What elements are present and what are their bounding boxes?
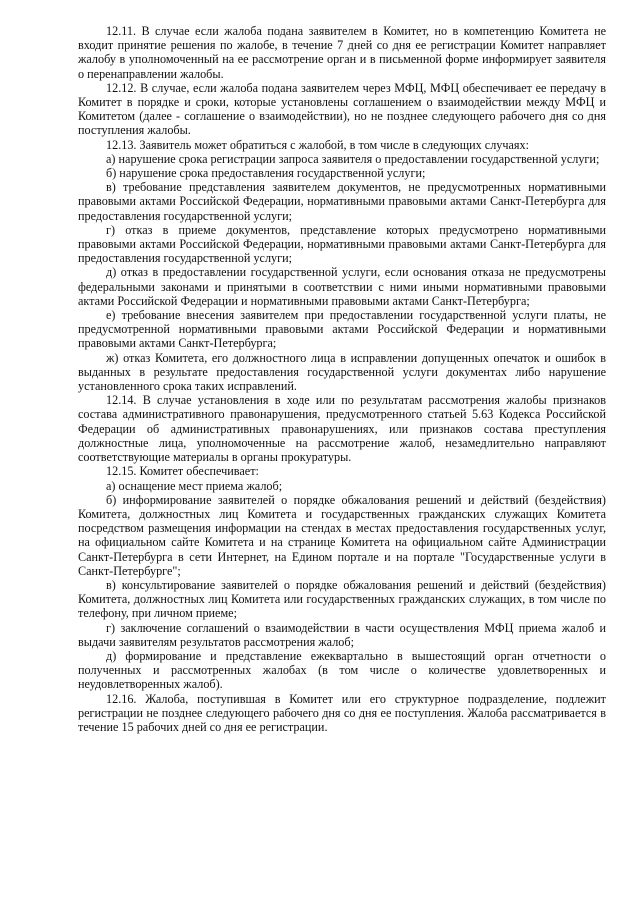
list-item-12-13-e: е) требование внесения заявителем при предоставлении государственной услуги платы, не предусмотренной нормативными правовыми актами Российской Федерации и нормативными правовыми актами Санкт-Петербурга;: [78, 308, 606, 351]
paragraph-12-16: 12.16. Жалоба, поступившая в Комитет или его структурное подразделение, подлежит регистрации не позднее следующего рабочего дня со дня ее поступления. Жалоба рассматривается в течение 15 рабочих дней со дня ее регистрации.: [78, 691, 606, 734]
list-item-12-13-d: д) отказ в предоставлении государственной услуги, если основания отказа не предусмотрены федеральными законами и принятыми в соответствии с ними иными нормативными правовыми актами Российской Федерации и нормативными правовыми актами Санкт-Петербурга;: [78, 265, 606, 308]
list-item-12-13-v: в) требование представления заявителем документов, не предусмотренных нормативными правовыми актами Российской Федерации, нормативными правовыми актами Санкт-Петербурга для предоставления государственной услуги;: [78, 180, 606, 223]
list-item-12-13-b: б) нарушение срока предоставления государственной услуги;: [106, 166, 426, 181]
list-item-12-13-zh: ж) отказ Комитета, его должностного лица в исправлении допущенных опечаток и ошибок в выданных в результате предоставления государственной услуги документах либо нарушение установленного срока таких исправлений.: [78, 350, 606, 394]
list-item-12-15-d: д) формирование и представление ежеквартально в вышестоящий орган отчетности о полученных и рассмотренных жалобах (в том числе о количестве удовлетворенных и неудовлетворенных жалоб).: [78, 648, 606, 692]
paragraph-12-11: 12.11. В случае если жалоба подана заявителем в Комитет, но в компетенцию Комитета не входит принятие решения по жалобе, в течение 7 дней со дня ее регистрации Комитет направляет жалобу в уполномоченный на ее рассмотрение орган и в письменной форме информирует заявителя о перенаправлении жалобы.: [78, 24, 606, 81]
paragraph-12-13: 12.13. Заявитель может обратиться с жалобой, в том числе в следующих случаях:: [106, 137, 530, 152]
paragraph-12-14: 12.14. В случае установления в ходе или по результатам рассмотрения жалобы признаков состава административного правонарушения, предусмотренного статьей 5.63 Кодекса Российской Федерации об административных правонарушениях, или признаков состава преступления должностные лица, уполномоченные на рассмотрение жалоб, незамедлительно направляют соответствующие материалы в органы прокуратуры.: [78, 393, 606, 465]
list-item-12-13-g: г) отказ в приеме документов, представление которых предусмотрено нормативными правовыми актами Российской Федерации, нормативными правовыми актами Санкт-Петербурга для предоставления государственной услуги;: [78, 222, 606, 266]
list-item-12-15-b: б) информирование заявителей о порядке обжалования решений и действий (бездействия) Комитета, должностных лиц Комитета и государственных гражданских служащих Комитета посредством размещения информации на стендах в местах предоставления государственных услуг, на официальном сайте Комитета и на странице Комитета на официальном сайте Администрации Санкт-Петербурга в сети Интернет, на Едином портале и на портале "Государственные услуги в Санкт-Петербурге";: [78, 492, 606, 578]
list-item-12-15-v: в) консультирование заявителей о порядке обжалования решений и действий (бездействия) Комитета, должностных лиц Комитета или государственных гражданских служащих, в том числе по телефону, при личном приеме;: [78, 577, 606, 621]
paragraph-12-15: 12.15. Комитет обеспечивает:: [106, 464, 259, 479]
list-item-12-15-a: а) оснащение мест приема жалоб;: [106, 478, 283, 493]
paragraph-12-12: 12.12. В случае, если жалоба подана заявителем через МФЦ, МФЦ обеспечивает ее передачу в Комитет в порядке и сроки, которые установлены соглашением о взаимодействии между МФЦ и Комитетом (далее - соглашение о взаимодействии), но не позднее следующего рабочего дня со дня поступления жалобы.: [78, 80, 606, 138]
list-item-12-13-a: а) нарушение срока регистрации запроса заявителя о предоставлении государственной услуги;: [106, 151, 600, 166]
list-item-12-15-g: г) заключение соглашений о взаимодействии в части осуществления МФЦ приема жалоб и выдачи заявителям результатов рассмотрения жалоб;: [78, 620, 606, 649]
document-page: [78, 24, 606, 734]
